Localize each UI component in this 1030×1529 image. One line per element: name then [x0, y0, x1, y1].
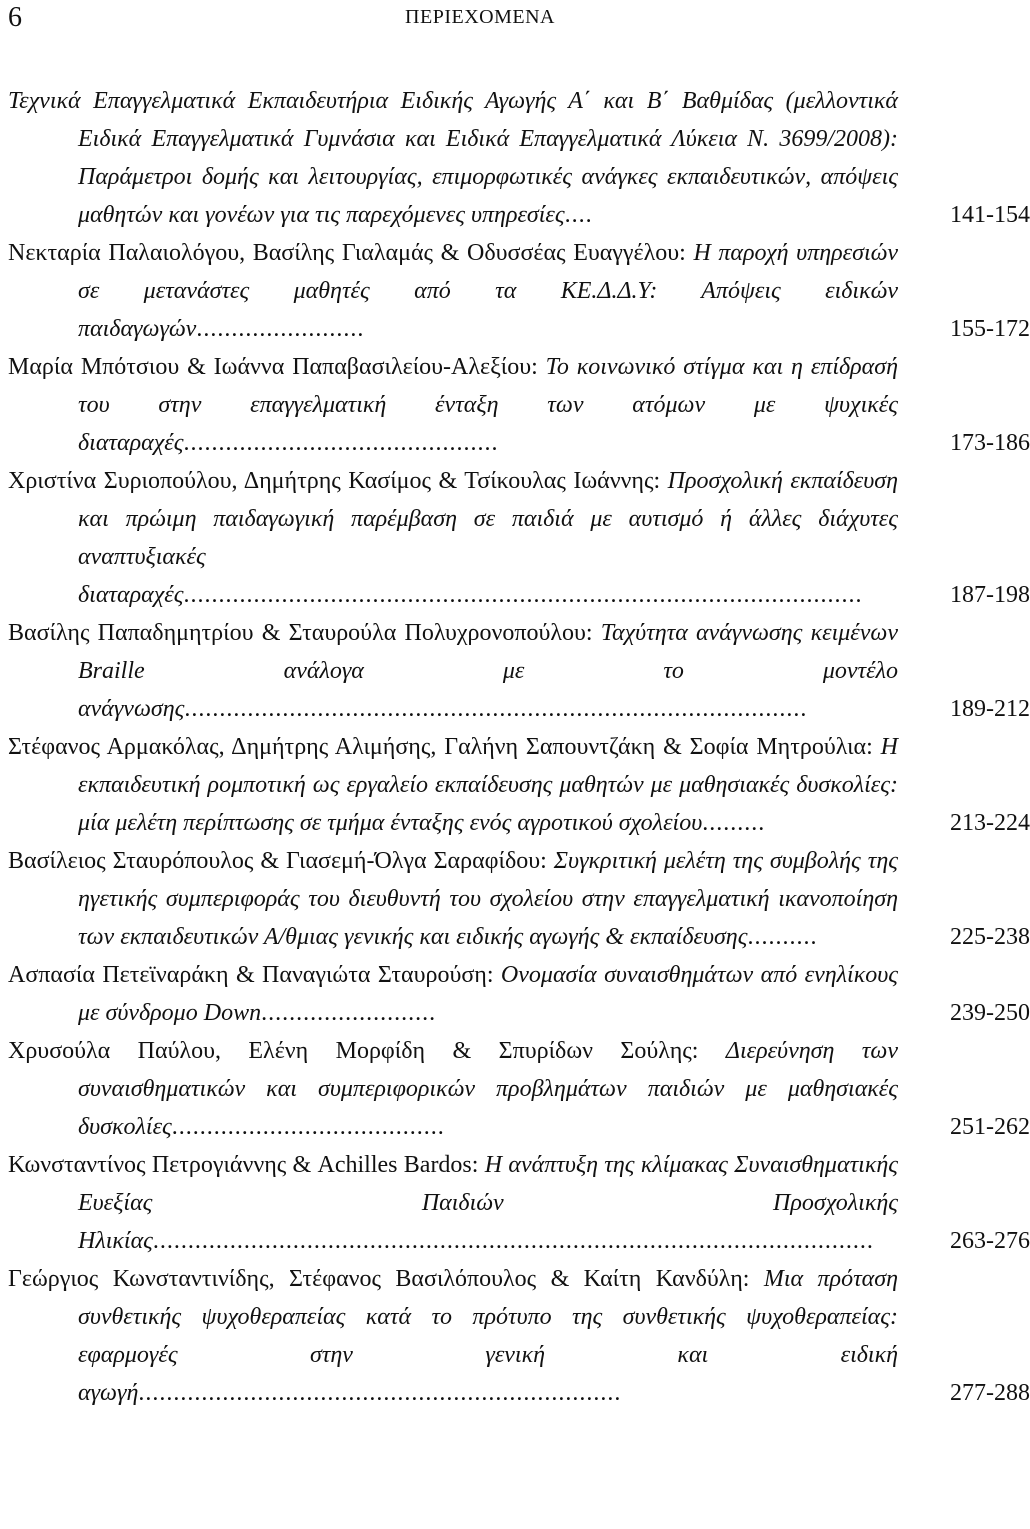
entry-title: Μια πρόταση συνθετικής ψυχοθεραπείας κατά το πρότυπο της συνθετικής ψυχοθεραπείας: εφαρμογές στην γενική και ειδική αγωγή	[78, 1266, 898, 1406]
entry-authors: Βασίλειος Σταυρόπουλος & Γιασεμή-Όλγα Σαραφίδου:	[8, 848, 554, 874]
entry-authors: Νεκταρία Παλαιολόγου, Βασίλης Γιαλαμάς & Οδυσσέας Ευαγγέλου:	[8, 240, 694, 266]
entry-title: Ονομασία συναισθημάτων από ενηλίκους με σύνδρομο Down	[78, 962, 898, 1026]
entry-pages: 213-224	[950, 810, 1030, 836]
entry-pages: 251-262	[950, 1114, 1030, 1140]
toc-entry	[8, 1032, 1030, 1146]
entry-pages: 155-172	[950, 316, 1030, 342]
entry-authors: Χριστίνα Συριοπούλου, Δημήτρης Κασίμος & Τσίκουλας Ιωάννης:	[8, 468, 668, 494]
dot-leader: .....................................................................	[138, 1380, 622, 1406]
toc-entry	[8, 234, 1030, 348]
entry-authors: Βασίλης Παπαδημητρίου & Σταυρούλα Πολυχρονοπούλου:	[8, 620, 601, 646]
entry-authors: Μαρία Μπότσιου & Ιωάννα Παπαβασιλείου-Αλεξίου:	[8, 354, 546, 380]
entry-authors: Κωνσταντίνος Πετρογιάννης & Achilles Bardos:	[8, 1152, 485, 1178]
toc-entry	[8, 462, 1030, 614]
dot-leader: .................................................................................................	[183, 582, 863, 608]
dot-leader: .......................................	[171, 1114, 445, 1140]
entry-pages: 187-198	[950, 582, 1030, 608]
entry-title: Ταχύτητα ανάγνωσης κειμένων Braille ανάλογα με το μοντέλο ανάγνωσης	[78, 620, 898, 722]
toc-entry	[8, 82, 1030, 234]
entry-pages: 141-154	[950, 202, 1030, 228]
entry-title: Διερεύνηση των συναισθηματικών και συμπεριφορικών προβλημάτων παιδιών με μαθησιακές δυσκολίες	[78, 1038, 898, 1140]
entry-title: Το κοινωνικό στίγμα και η επίδρασή του στην επαγγελματική ένταξη των ατόμων με ψυχικές διαταραχές	[78, 354, 899, 456]
entry-pages: 173-186	[950, 430, 1030, 456]
entry-authors: Ασπασία Πετεϊναράκη & Παναγιώτα Σταυρούση:	[8, 962, 501, 988]
entry-title: Η παροχή υπηρεσιών σε μετανάστες μαθητές από τα ΚΕ.Δ.Δ.Υ: Απόψεις ειδικών παιδαγωγών	[78, 240, 899, 342]
entry-title: Τεχνικά Επαγγελματικά Εκπαιδευτήρια Ειδικής Αγωγής Α΄ και Β΄ Βαθμίδας (μελλοντικά Ειδικά Επαγγελματικά Γυμνάσια και Ειδικά Επαγγελματικά Λύκεια Ν. 3699/2008): Παράμετροι δομής και λειτουργίας, επιμορφωτικές ανάγκες εκπαιδευτικών, απόψεις μαθητών και γονέων για τις παρεχόμενες υπηρεσίες	[8, 88, 898, 228]
entry-title: Συγκριτική μελέτη της συμβολής της ηγετικής συμπεριφοράς του διευθυντή του σχολείου στην επαγγελματική ικανοποίηση των εκπαιδευτικών Α/θμιας γενικής και ειδικής αγωγής & εκπαίδευσης	[78, 848, 898, 950]
entry-pages: 239-250	[950, 1000, 1030, 1026]
toc-entry	[8, 842, 1030, 956]
toc-entry	[8, 728, 1030, 842]
dot-leader: ....	[564, 202, 593, 228]
dot-leader: .........................................................................................	[184, 696, 808, 722]
toc-entry	[8, 1260, 1030, 1412]
entry-pages: 277-288	[950, 1380, 1030, 1406]
running-title: ΠΕΡΙΕΧΟΜΕΝΑ	[405, 6, 555, 28]
toc-entry	[8, 614, 1030, 728]
toc-entry	[8, 1146, 1030, 1260]
entry-pages: 189-212	[950, 696, 1030, 722]
entry-pages: 263-276	[950, 1228, 1030, 1254]
entry-title: Η ανάπτυξη της κλίμακας Συναισθηματικής Ευεξίας Παιδιών Προσχολικής Ηλικίας	[78, 1152, 898, 1254]
dot-leader: ..........	[747, 924, 818, 950]
page-number: 6	[8, 2, 22, 33]
entry-title: Η εκπαιδευτική ρομποτική ως εργαλείο εκπαίδευσης μαθητών με μαθησιακές δυσκολίες: μία μελέτη περίπτωσης σε τμήμα ένταξης ενός αγροτικού σχολείου	[78, 734, 898, 836]
dot-leader: .........................	[261, 1000, 437, 1026]
entry-title: Προσχολική εκπαίδευση και πρώιμη παιδαγωγική παρέμβαση σε παιδιά με αυτισμό ή άλλες διάχυτες αναπτυξιακές διαταραχές	[78, 468, 898, 608]
toc-entry	[8, 348, 1030, 462]
dot-leader: .........	[702, 810, 766, 836]
entry-pages: 225-238	[950, 924, 1030, 950]
entry-authors: Γεώργιος Κωνσταντινίδης, Στέφανος Βασιλόπουλος & Καίτη Κανδύλη:	[8, 1266, 764, 1292]
toc-entry	[8, 956, 1030, 1032]
dot-leader: ........................	[196, 316, 365, 342]
dot-leader: .............................................	[183, 430, 499, 456]
entry-authors: Στέφανος Αρμακόλας, Δημήτρης Αλιμήσης, Γαλήνη Σαπουντζάκη & Σοφία Μητρούλια:	[8, 734, 881, 760]
page-header	[0, 0, 960, 40]
table-of-contents	[8, 82, 1030, 1412]
dot-leader: .......................................................................................................	[152, 1228, 874, 1254]
entry-authors: Χρυσούλα Παύλου, Ελένη Μορφίδη & Σπυρίδων Σούλης:	[8, 1038, 726, 1064]
